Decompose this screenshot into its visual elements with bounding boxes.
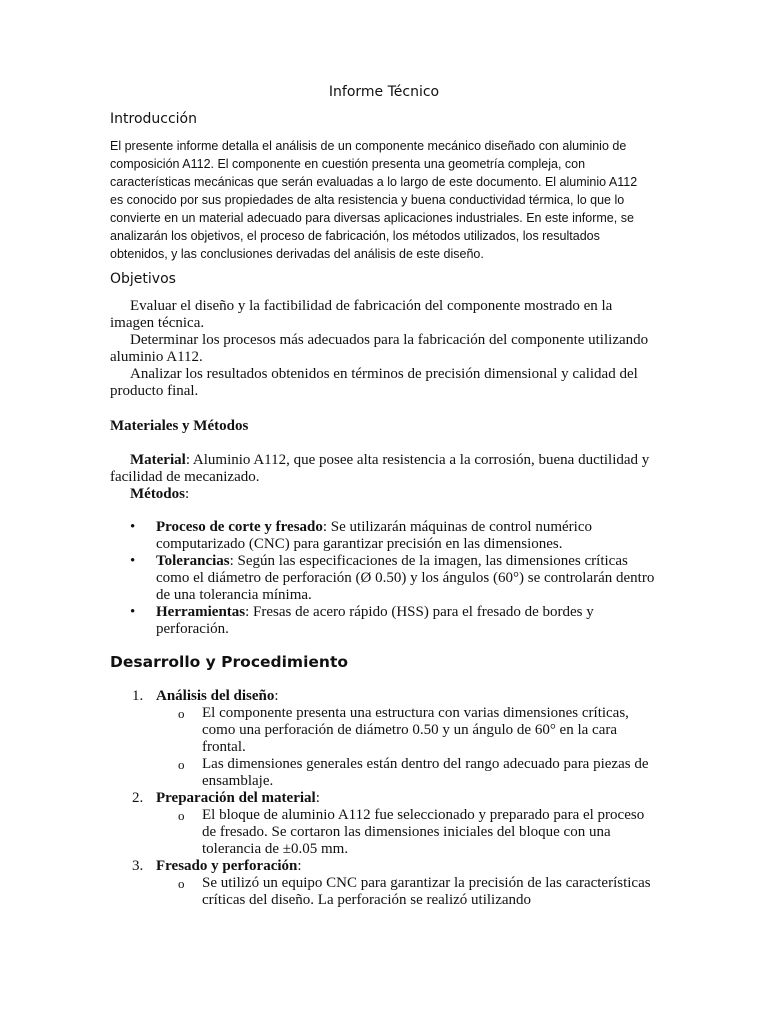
list-item: o Se utilizó un equipo CNC para garantizar la precisión de las características críticas del diseño. La perforación se realizó utilizando — [178, 875, 651, 908]
step-number: 1. — [132, 688, 144, 704]
intro-heading: Introducción — [110, 111, 197, 127]
list-item: • Herramientas: Fresas de acero rápido (HSS) para el fresado de bordes y perforación. — [130, 604, 594, 637]
bullet-icon: o — [178, 876, 185, 891]
materials-section — [110, 452, 660, 503]
sub-list — [156, 875, 660, 909]
bullet-icon: o — [178, 808, 185, 823]
bullet-icon: • — [130, 519, 136, 535]
bullet-icon: o — [178, 706, 185, 721]
material-line — [110, 452, 660, 486]
bullet-icon: o — [178, 757, 185, 772]
objectives-heading: Objetivos — [110, 271, 176, 287]
methods-label: Métodos — [130, 486, 185, 502]
objective-item: Evaluar el diseño y la factibilidad de fabricación del componente mostrado en la imagen técnica. — [110, 298, 613, 331]
list-item: o El componente presenta una estructura con varias dimensiones críticas, como una perforación de diámetro 0.50 y un ángulo de 60° en la cara frontal. — [178, 705, 629, 755]
objective-item: Determinar los procesos más adecuados para la fabricación del componente utilizando aluminio A112. — [110, 332, 649, 365]
step-number: 2. — [132, 790, 144, 806]
material-text: : Aluminio A112, que posee alta resistencia a la corrosión, buena ductilidad y facilidad de mecanizado. — [110, 452, 650, 485]
bullet-icon: • — [130, 553, 136, 569]
list-item: 1. Análisis del diseño: o El componente presenta una estructura con varias dimensiones críticas, como una perforación de diámetro 0.50 y un ángulo de 60° en la cara frontal. o Las dimensiones generales están dentro del rango adecuado para piezas de ensamblaje. — [110, 688, 660, 790]
list-item: o Las dimensiones generales están dentro del rango adecuado para piezas de ensamblaje. — [178, 756, 649, 789]
materials-heading: Materiales y Métodos — [110, 418, 249, 434]
procedure-steps — [110, 688, 660, 909]
step-number: 3. — [132, 858, 144, 874]
sub-list — [156, 807, 660, 858]
objective-item: Analizar los resultados obtenidos en términos de precisión dimensional y calidad del producto final. — [110, 366, 638, 399]
methods-line: Métodos: — [130, 486, 190, 502]
methods-bullet-list — [110, 519, 660, 638]
list-item: • Tolerancias: Según las especificaciones de la imagen, las dimensiones críticas como el diámetro de perforación (Ø 0.50) y los ángulos (60°) se controlarán dentro de una tolerancia mínima. — [130, 553, 655, 603]
bullet-icon: • — [130, 604, 136, 620]
intro-paragraph: El presente informe detalla el análisis de un componente mecánico diseñado con aluminio de composición A112. El componente en cuestión presenta una geometría compleja, con características mecánicas que serán evaluadas a lo largo de este documento. El aluminio A112 es conocido por sus propiedades de alta resistencia y buena conductividad térmica, lo que lo convierte en un material adecuado para diversas aplicaciones industriales. En este informe, se analizarán los objetivos, el proceso de fabricación, los métodos utilizados, los resultados obtenidos, y las conclusiones derivadas del análisis de este diseño. — [110, 139, 638, 261]
material-label: Material — [130, 452, 186, 468]
sub-list — [156, 705, 660, 790]
list-item: • Proceso de corte y fresado: Se utilizarán máquinas de control numérico computarizado (CNC) para garantizar precisión en las dimensiones. — [130, 519, 592, 552]
document-title: Informe Técnico — [328, 84, 440, 100]
list-item: o El bloque de aluminio A112 fue seleccionado y preparado para el proceso de fresado. Se cortaron las dimensiones iniciales del bloque con una tolerancia de ±0.05 mm. — [178, 807, 645, 857]
development-heading: Desarrollo y Procedimiento — [110, 653, 349, 671]
objectives-list — [110, 298, 660, 400]
list-item: 3. Fresado y perforación: o Se utilizó un equipo CNC para garantizar la precisión de las características críticas del diseño. La perforación se realizó utilizando — [110, 858, 660, 909]
list-item: 2. Preparación del material: o El bloque de aluminio A112 fue seleccionado y preparado para el proceso de fresado. Se cortaron las dimensiones iniciales del bloque con una tolerancia de ±0.05 mm. — [110, 790, 660, 858]
